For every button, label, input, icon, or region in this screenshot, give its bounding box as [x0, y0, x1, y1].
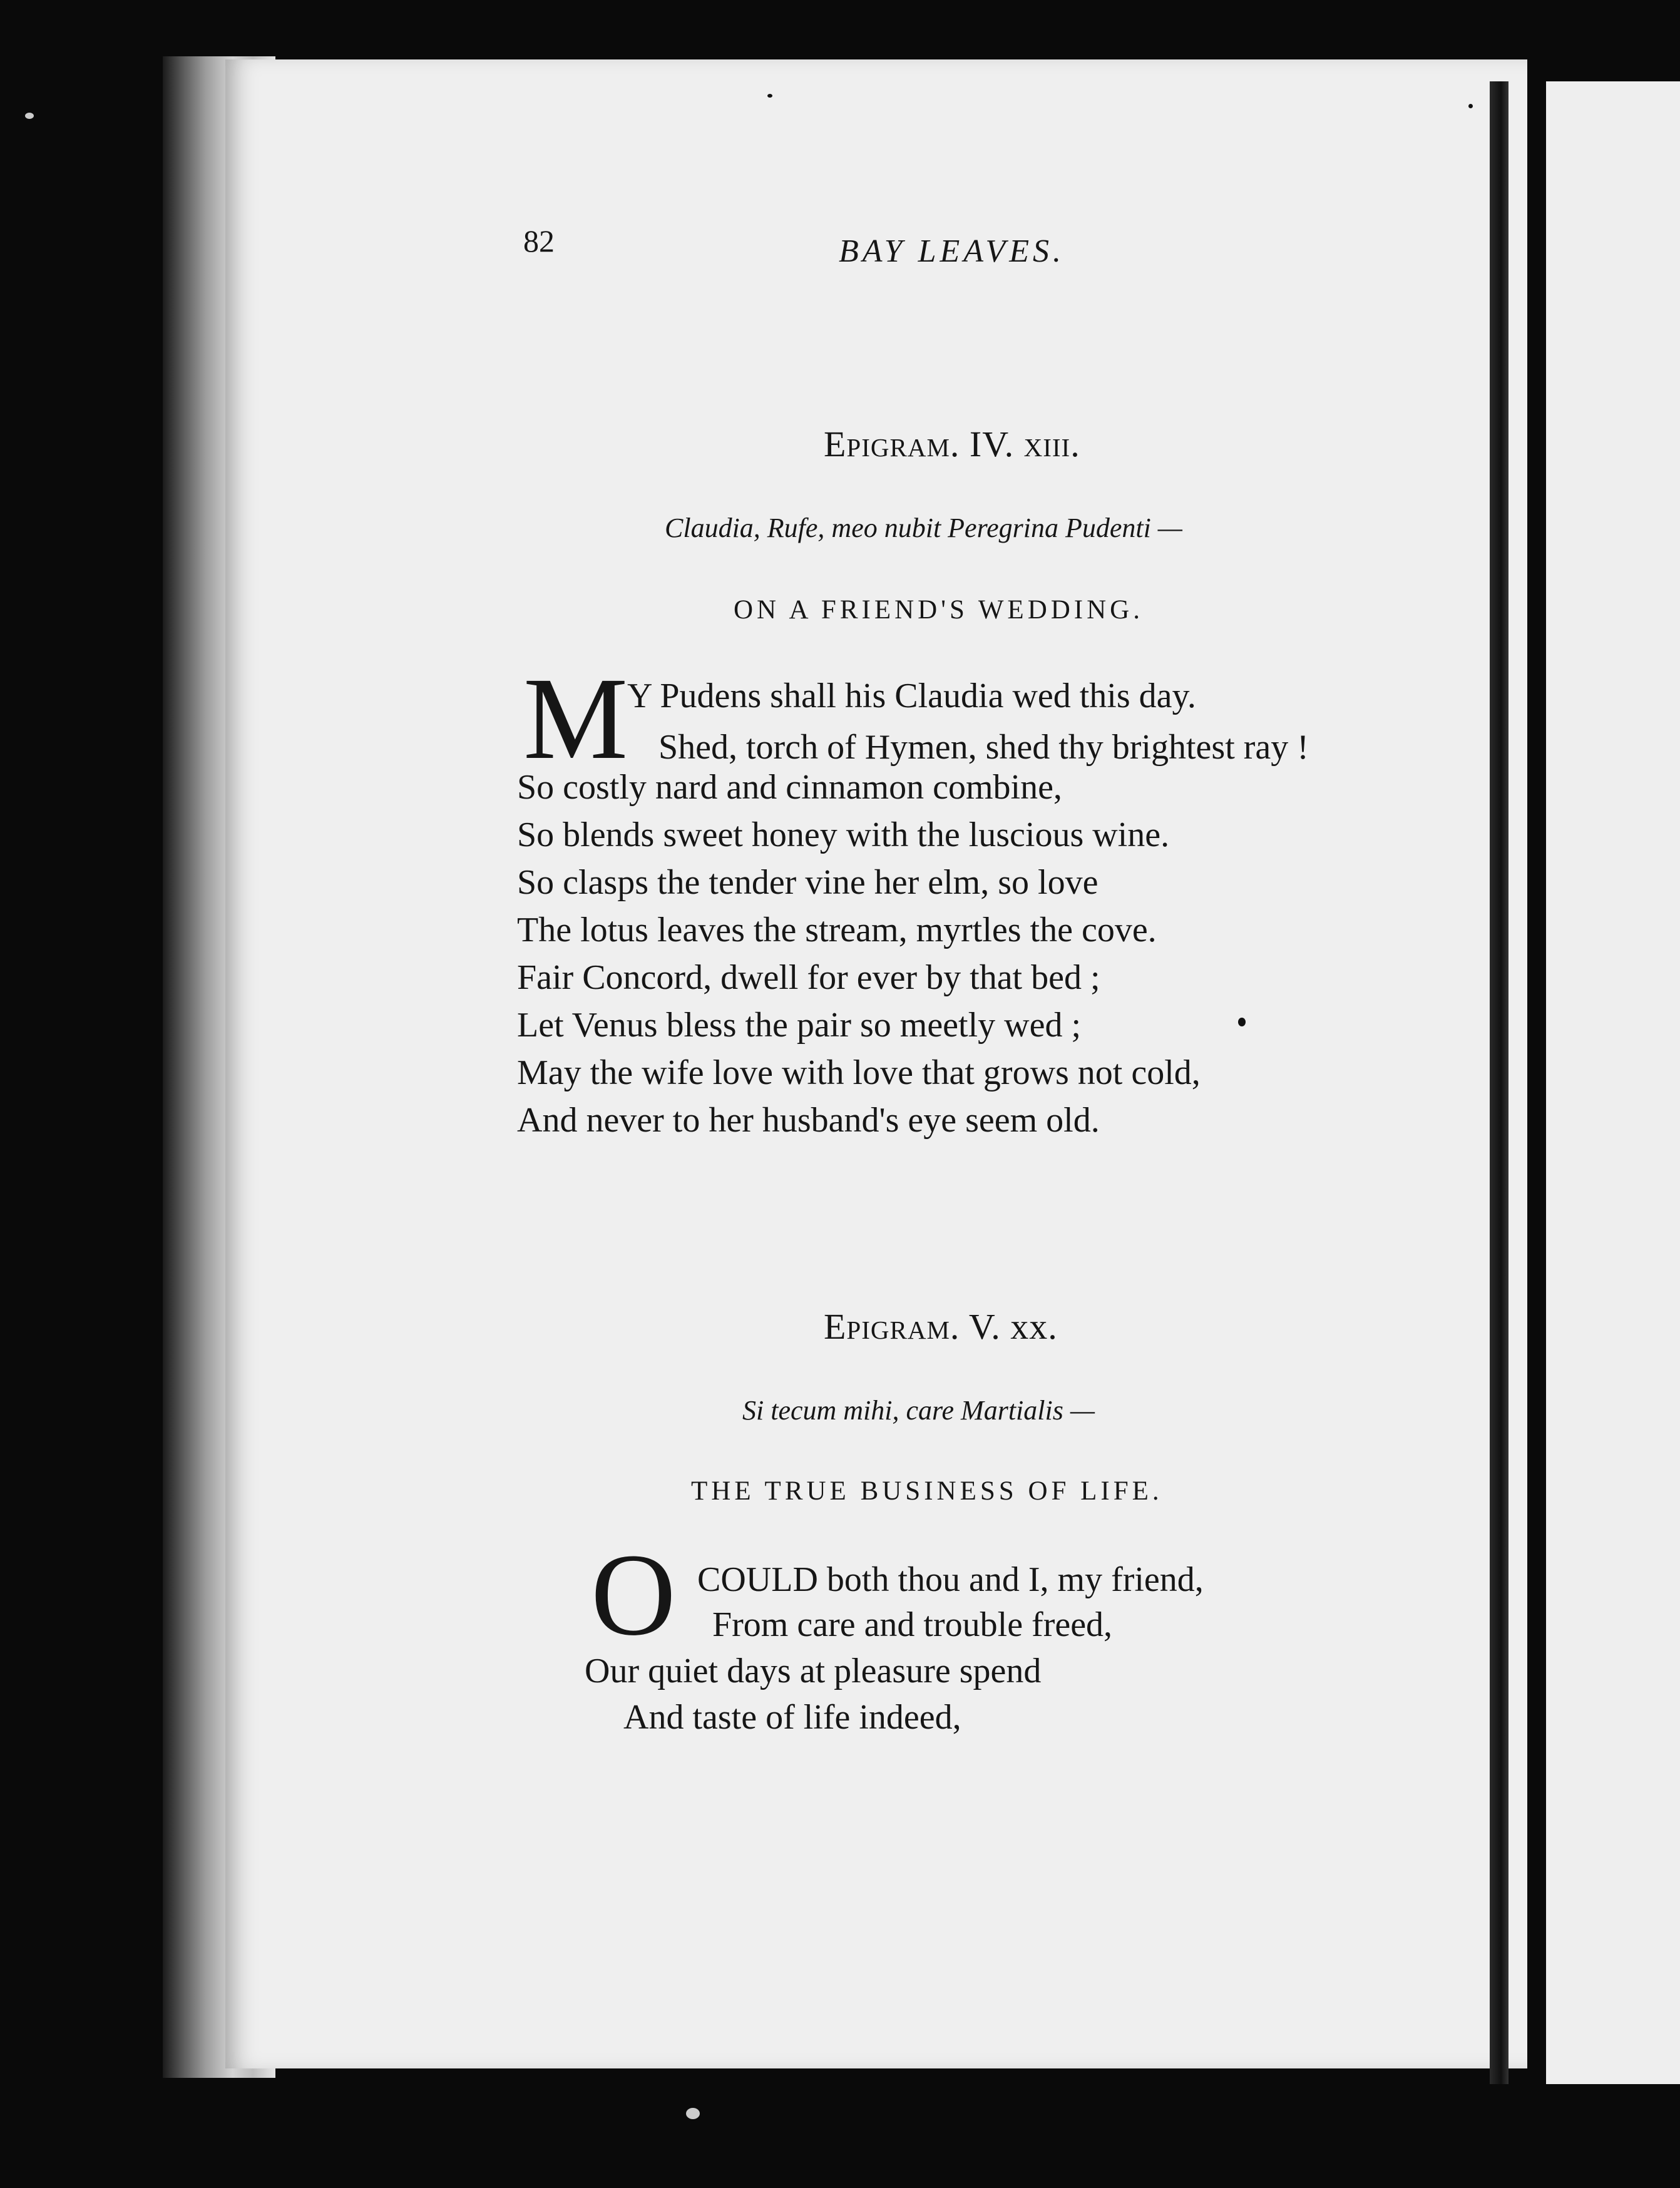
epigram-2-line-4: And taste of life indeed,: [623, 1698, 961, 1737]
epigram-1-line-5: So clasps the tender vine her elm, so love: [517, 863, 1099, 902]
epigram-2-title: [824, 1306, 1058, 1347]
epigram-1-line-7: Fair Concord, dwell for ever by that bed ;: [517, 958, 1100, 997]
epigram-1-subtitle: ON A FRIEND'S WEDDING.: [734, 595, 1144, 625]
epigram-2-title-number: . V. xx.: [950, 1306, 1058, 1347]
dust-speck: [25, 113, 34, 119]
epigram-2-line-1: COULD both thou and I, my friend,: [697, 1560, 1204, 1599]
page-number: 82: [523, 223, 555, 258]
running-head: BAY LEAVES.: [839, 233, 1065, 269]
epigram-1-line-9: May the wife love with love that grows not cold,: [517, 1053, 1201, 1092]
epigram-1-latin-incipit: Claudia, Rufe, meo nubit Peregrina Pudenti —: [665, 513, 1182, 543]
epigram-1-title-word: Epigram: [824, 424, 950, 464]
dust-speck: [686, 2108, 700, 2119]
epigram-1-title-sub: xiii.: [1023, 424, 1080, 464]
epigram-1-title: [824, 423, 1080, 465]
ink-speck: [767, 94, 772, 98]
epigram-1-line-3: So costly nard and cinnamon combine,: [517, 768, 1062, 807]
epigram-2-line-2: From care and trouble freed,: [712, 1605, 1113, 1644]
ink-speck: [1468, 104, 1473, 108]
epigram-2-latin-incipit: Si tecum mihi, care Martialis —: [742, 1395, 1095, 1426]
epigram-1-line-4: So blends sweet honey with the luscious wine.: [517, 815, 1170, 854]
epigram-2-line-3: Our quiet days at pleasure spend: [585, 1652, 1042, 1690]
epigram-1-line-10: And never to her husband's eye seem old.: [517, 1101, 1100, 1140]
epigram-1-dropcap: M: [523, 653, 628, 784]
epigram-1-line-8: Let Venus bless the pair so meetly wed ;: [517, 1006, 1082, 1045]
ink-speck: [1238, 1018, 1246, 1026]
epigram-1-line-6: The lotus leaves the stream, myrtles the cove.: [517, 911, 1157, 949]
epigram-1-title-number: . IV.: [950, 424, 1024, 464]
epigram-2-dropcap: O: [591, 1529, 676, 1660]
epigram-2-subtitle: THE TRUE BUSINESS OF LIFE.: [691, 1476, 1163, 1506]
epigram-1-line-1: Y Pudens shall his Claudia wed this day.: [627, 677, 1196, 715]
epigram-1-line-2: Shed, torch of Hymen, shed thy brightest ray !: [658, 728, 1309, 767]
epigram-2-title-word: Epigram: [824, 1306, 950, 1347]
